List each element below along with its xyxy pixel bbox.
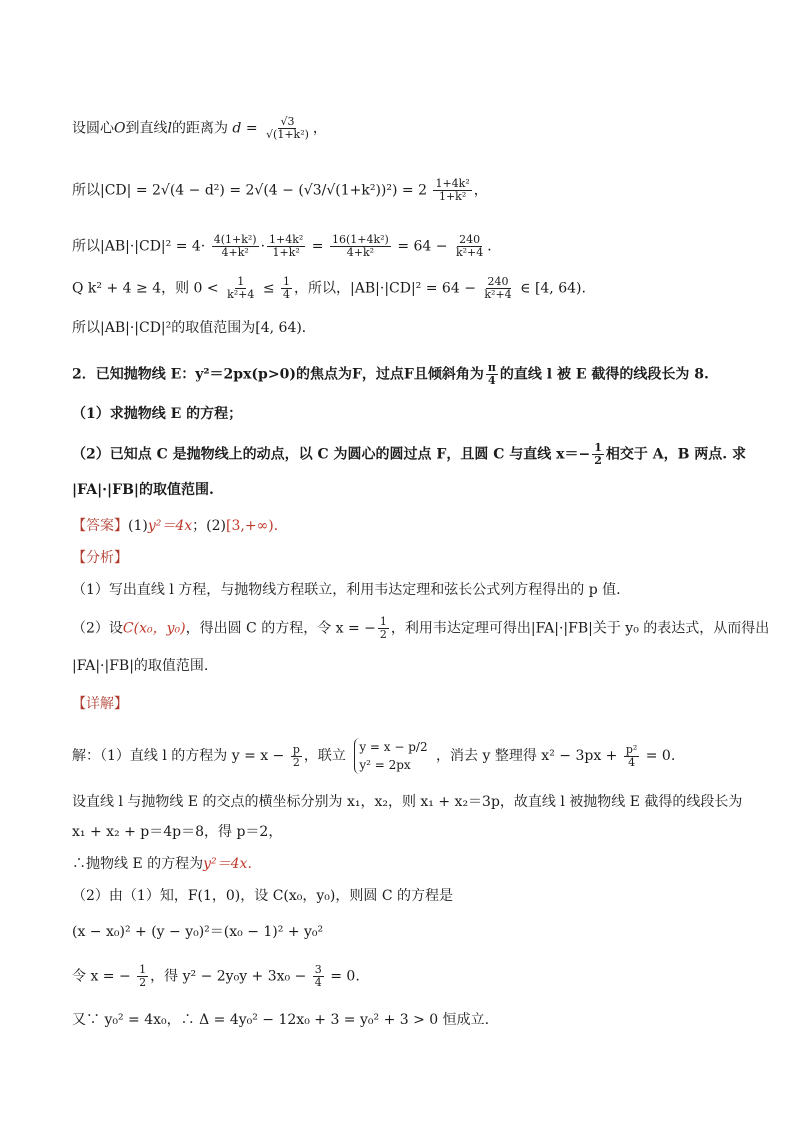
question-2 [72,362,709,387]
question-2-part-2 [72,442,746,467]
numerator: 1 [237,275,245,288]
solution-line-1 [72,116,327,141]
denominator: 1+k² [272,246,300,259]
step-5: （2）由（1）知，F(1，0)，设 C(x₀，y₀)，则圆 C 的方程是 [72,888,453,904]
fraction [378,616,389,641]
answer-tag: 【答案】 [72,518,128,534]
fraction [264,116,311,141]
text: (1) [128,518,148,534]
text: = 64 − [397,238,448,255]
text: l [167,120,172,137]
text: ． [487,238,502,255]
fraction [486,362,498,387]
denominator: 4 [283,288,291,301]
text: ，得 y² − 2y₀y + 3x₀ − [150,968,307,985]
step-6: (x − x₀)² + (y − y₀)²＝(x₀ − 1)² + y₀² [72,924,324,940]
fraction [624,744,639,769]
text: ， [312,120,327,137]
numerator: p [292,742,300,756]
step-7 [72,964,360,989]
numerator: 1+4k² [435,177,470,190]
analysis-2 [72,616,769,641]
text: 所以|CD| = 2√(4 − d²) = 2 [72,182,255,199]
fraction [433,178,471,203]
denominator: 2 [292,755,300,769]
fraction [267,234,305,259]
text: d = [232,120,258,137]
denominator: 4 [314,976,322,989]
answer-line [72,516,288,536]
solution-line-5: 所以|AB|·|CD|²的取值范围为[4, 64)． [72,320,316,336]
numerator: 4(1+k²) [213,233,257,246]
text: y²＝4x. [203,856,252,872]
text: [3,+∞)． [226,518,288,534]
step-3: x₁ + x₂ + p＝4p＝8，得 p＝2， [72,824,283,840]
denominator: 4 [488,374,496,387]
text: （2）已知点 C 是抛物线上的动点，以 C 为圆心的圆过点 F，且圆 C 与直线 x＝− [72,446,591,463]
fraction [330,234,391,259]
text: C(x₀，y₀) [122,620,186,637]
equation: y² = 2px [359,758,411,772]
fraction [212,234,259,259]
numerator: 240 [459,233,481,246]
denominator: 4 [628,755,636,769]
question-2-part-2-cont: |FA|·|FB|的取值范围. [72,482,214,498]
text: 2．已知抛物线 E：y²＝2px(p>0)的焦点为F，过点F且倾斜角为 [72,366,484,383]
numerator: 3 [314,963,322,976]
denominator: 2 [139,976,147,989]
text: √(4 − (√3/√(1+k²))²) = 2 [254,182,427,199]
denominator: k²+4 [227,288,255,301]
numerator: 240 [487,275,509,288]
fraction [482,276,513,301]
equation-system [354,738,427,774]
text: ，得出圆 C 的方程，令 x = − [185,620,376,637]
denominator: 2 [594,454,602,467]
analysis-tag: 【分析】 [72,550,128,566]
solution-line-4 [72,276,586,301]
text: ；(2) [192,518,227,534]
numerator: 1 [379,615,387,628]
denominator: 4+k² [221,246,249,259]
equation: y = x − p/2 [359,740,428,754]
fraction [281,276,292,301]
numerator: 1 [283,275,291,288]
fraction [454,234,485,259]
text: 的直线 l 被 E 截得的线段长为 8. [499,366,709,383]
denominator: 1+k² [438,190,467,203]
text: ，利用韦达定理可得出|FA|·|FB|关于 y₀ 的表达式，从而得出 [390,620,770,637]
question-2-part-1: （1）求抛物线 E 的方程； [72,406,243,422]
text: = 0. [645,748,676,764]
numerator: 16(1+4k²) [331,233,389,246]
fraction [313,964,324,989]
denominator: √(1+k²) [266,128,309,141]
fraction [225,276,256,301]
numerator: p² [625,742,638,756]
text: 所以|AB|·|CD|² = 4· [72,238,206,255]
text: · [260,238,266,255]
denominator: k²+4 [484,288,512,301]
solution-line-2 [72,178,488,203]
text: 的距离为 [171,120,228,137]
text: Q k² + 4 ≥ 4，则 0 < [72,280,219,297]
analysis-1: （1）写出直线 l 方程，与抛物线方程联立，利用韦达定理和弦长公式列方程得出的 p 值. [72,582,621,598]
numerator: 1 [594,441,602,454]
text: 到直线 [125,120,168,137]
denominator: 2 [379,628,387,641]
step-8: 又∵ y₀² = 4x₀，∴ Δ = 4y₀² − 12x₀ + 3 = y₀² + 3 > 0 恒成立. [72,1012,490,1028]
detail-tag: 【详解】 [72,696,128,712]
text: 令 x = − [72,968,131,985]
fraction [137,964,148,989]
text: = [311,238,324,255]
text: ∈ [4, 64). [520,280,586,297]
text: ，所以，|AB|·|CD|² = 64 − [294,280,476,297]
text: ，联立 [303,748,346,764]
text: ，消去 y 整理得 x² − 3px + [436,748,618,764]
text: ， [473,182,488,199]
text: O [114,120,126,137]
step-1 [72,738,675,774]
text: ≤ [262,280,275,297]
numerator: √3 [280,115,295,128]
text: （2）设 [72,620,123,637]
numerator: 1 [139,963,147,976]
analysis-3: |FA|·|FB|的取值范围. [72,658,209,674]
text: 解：（1）直线 l 的方程为 y = x − [72,748,285,764]
fraction [592,442,604,467]
text: y²＝4x [147,518,193,534]
fraction [291,744,302,769]
numerator: 1+4k² [269,233,304,246]
text: 设圆心 [72,120,114,137]
denominator: k²+4 [455,246,484,259]
text: ∴抛物线 E 的方程为 [72,856,204,872]
step-2: 设直线 l 与抛物线 E 的交点的横坐标分别为 x₁，x₂，则 x₁ + x₂＝3p，故直线 l 被抛物线 E 截得的线段长为 [72,794,743,810]
text: 相交于 A，B 两点. 求 [605,446,747,463]
numerator: π [487,361,496,374]
step-4 [72,854,252,874]
text: = 0. [330,968,360,985]
solution-line-3 [72,234,501,259]
denominator: 4+k² [346,246,375,259]
